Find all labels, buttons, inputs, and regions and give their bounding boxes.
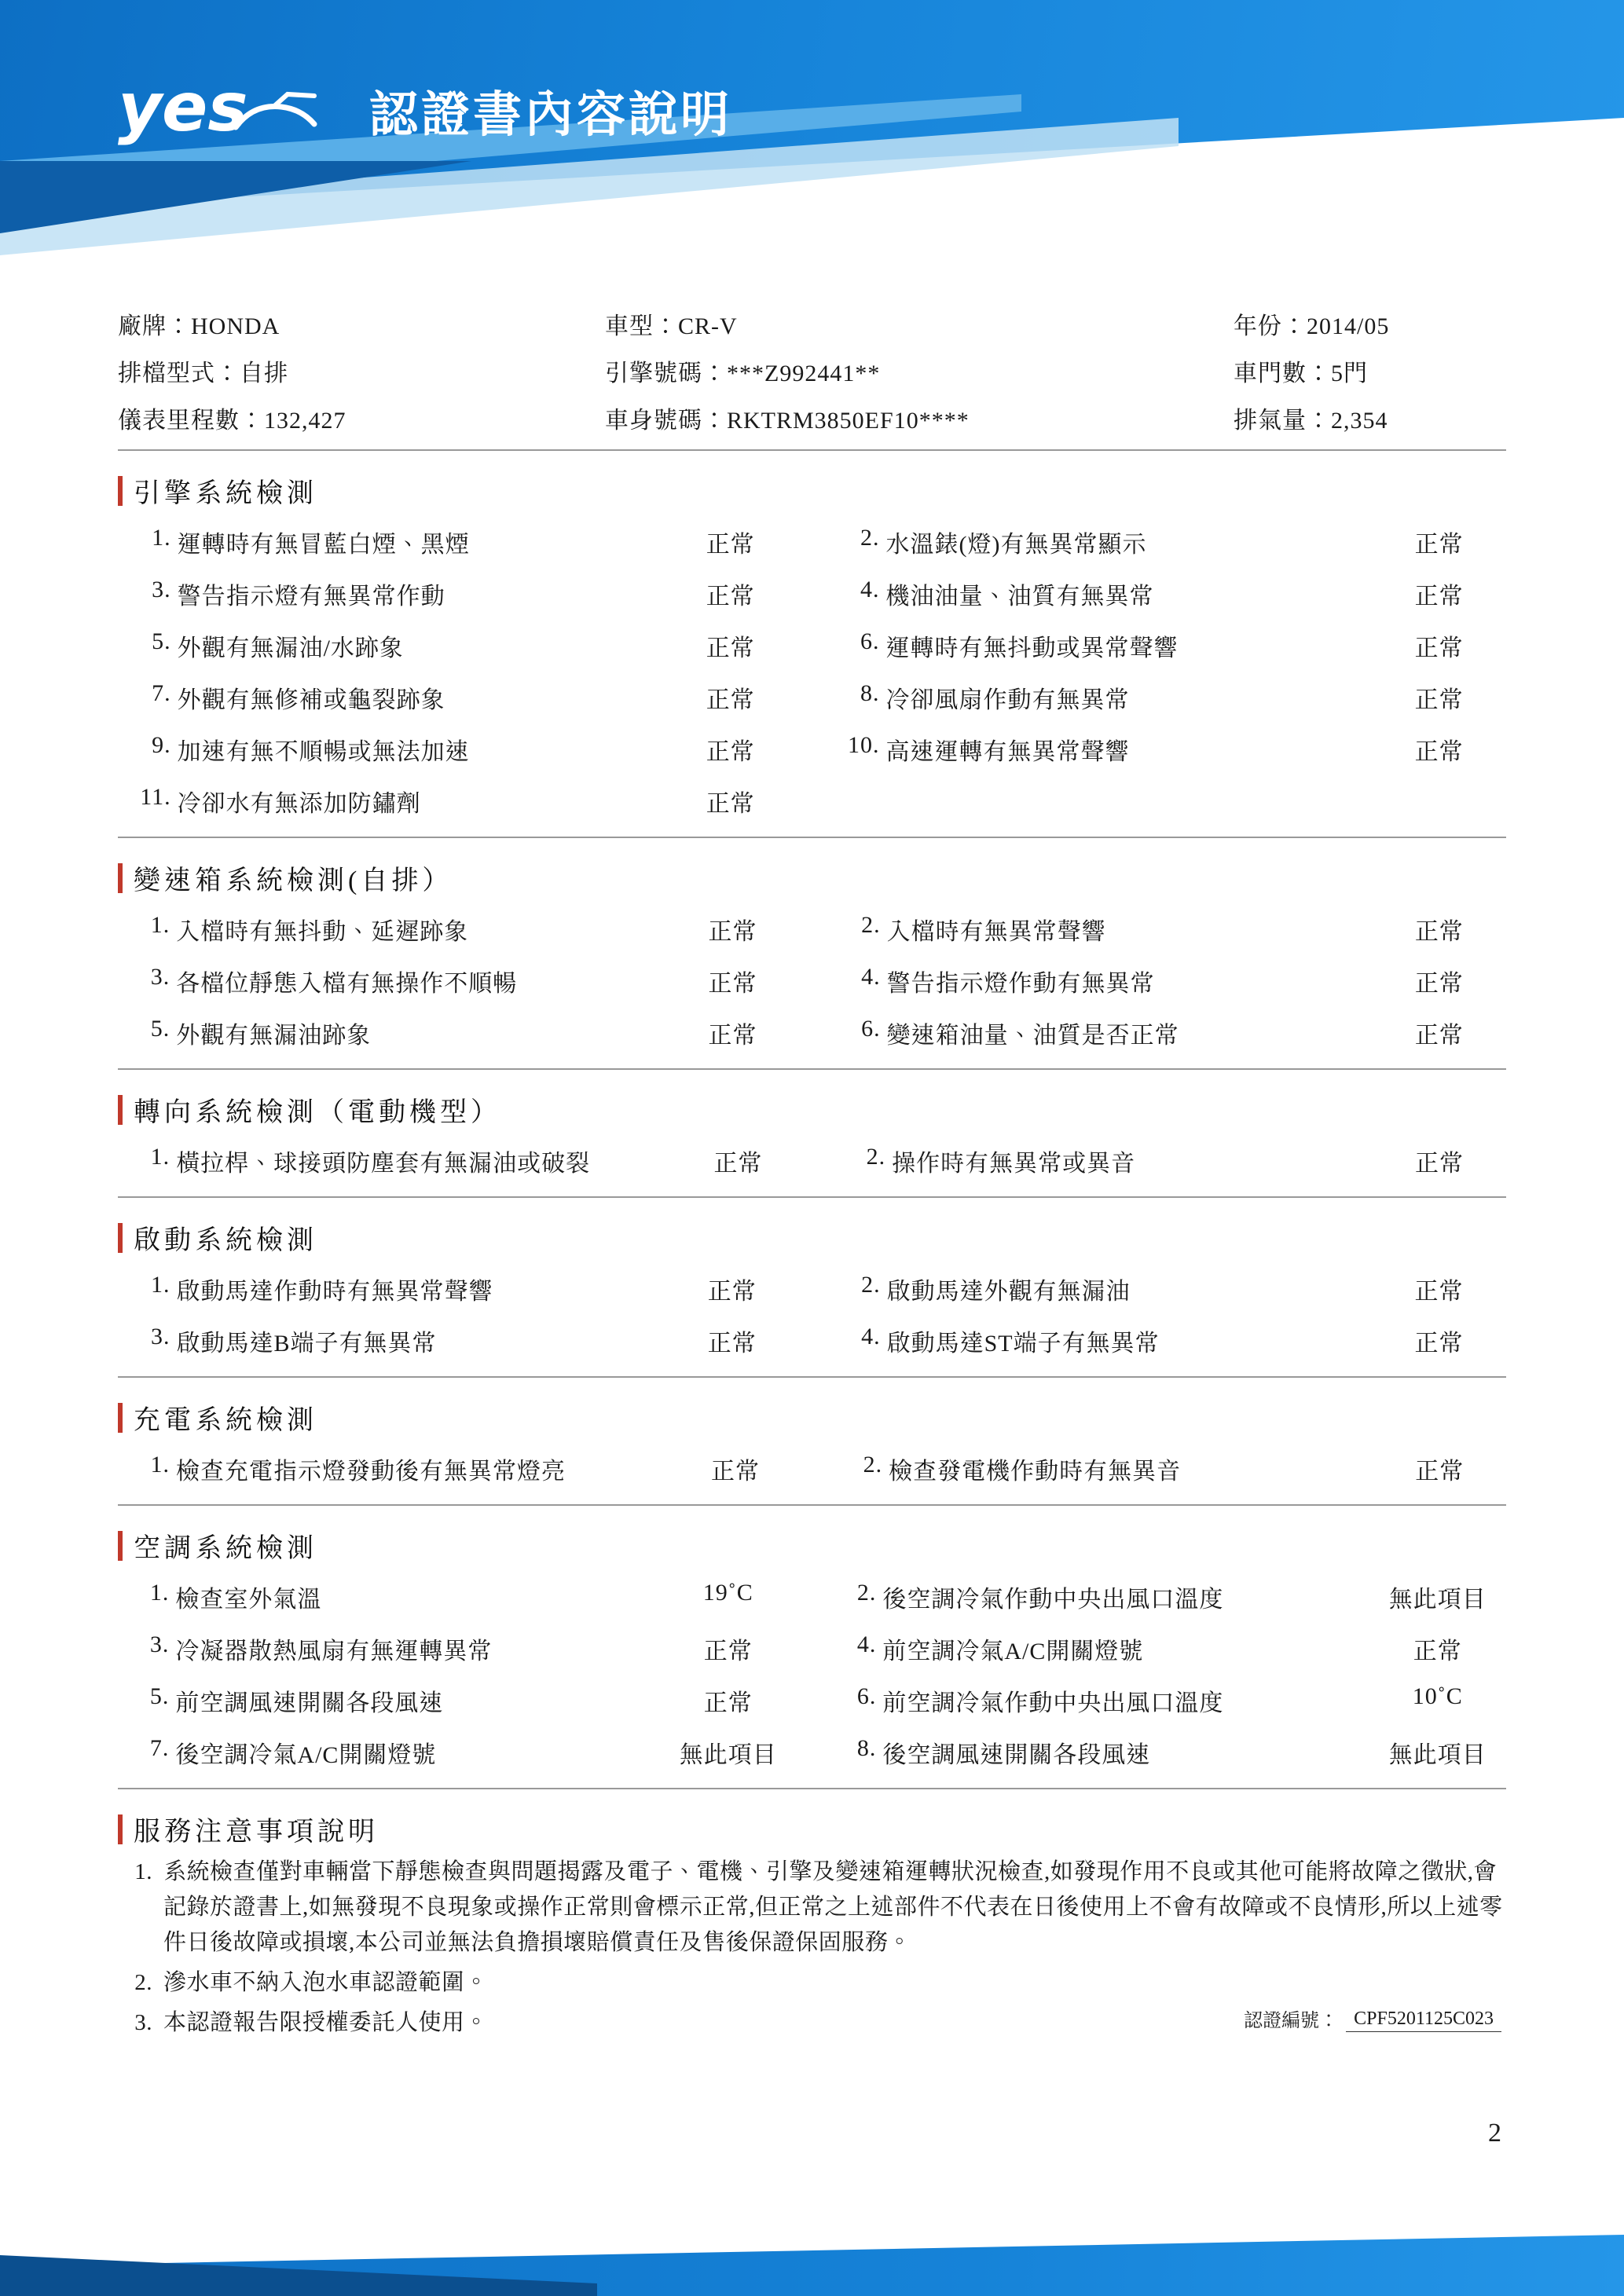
spacer xyxy=(805,1135,834,1187)
section-title-text: 變速箱系統檢測(自排） xyxy=(134,866,453,895)
item-number: 2. xyxy=(861,1272,881,1298)
page-header xyxy=(0,0,1624,283)
item-value: 正常 xyxy=(1414,532,1464,558)
spacer xyxy=(797,1623,825,1675)
item-label: 變速箱油量、油質是否正常 xyxy=(886,1023,1179,1049)
item-number: 6. xyxy=(856,1683,877,1709)
spacer xyxy=(797,723,827,775)
list-item xyxy=(118,1855,1506,1961)
yes-logo xyxy=(118,69,354,156)
item-value: 正常 xyxy=(703,1690,753,1716)
item-value: 無此項目 xyxy=(1388,1587,1487,1613)
item-label: 後空調冷氣作動中央出風口溫度 xyxy=(882,1587,1224,1613)
item-label: 冷卻水有無添加防鏽劑 xyxy=(177,791,421,817)
item-value: 正常 xyxy=(1414,1151,1464,1177)
item-label: 後空調風速開關各段風速 xyxy=(882,1742,1151,1768)
section-header-engine xyxy=(118,471,1506,510)
item-number: 2. xyxy=(856,1580,877,1606)
item-number: 3. xyxy=(150,1324,170,1349)
section-header-notes xyxy=(118,1810,1506,1848)
spacer xyxy=(802,1443,830,1495)
table-row xyxy=(118,1623,1506,1675)
spacer xyxy=(799,1263,828,1315)
item-number: 2. xyxy=(860,525,880,551)
item-value: 正常 xyxy=(708,1023,757,1049)
item-value: 正常 xyxy=(1414,635,1464,661)
item-value: 正常 xyxy=(706,687,755,713)
spacer xyxy=(797,672,827,723)
item-number: 1. xyxy=(150,1272,170,1298)
item-label: 水溫錶(燈)有無異常顯示 xyxy=(885,532,1147,558)
section-title-text: 充電系統檢測 xyxy=(134,1406,317,1435)
note-text: 本認證報告限授權委託人使用。 xyxy=(163,2009,489,2035)
section-title-text: 空調系統檢測 xyxy=(134,1534,317,1563)
vehicle-info-year: 年份：2014/05 xyxy=(1234,313,1390,339)
item-value: 正常 xyxy=(1414,1023,1464,1049)
item-value: 正常 xyxy=(1415,1459,1465,1485)
item-value: 19˚C xyxy=(702,1580,753,1606)
check-table-starter xyxy=(118,1263,1506,1367)
table-row xyxy=(118,516,1506,568)
vehicle-info-vin: 車身號碼：RKTRM3850EF10**** xyxy=(605,408,970,434)
item-label: 啟動馬達B端子有無異常 xyxy=(176,1331,437,1357)
item-number: 5. xyxy=(149,1683,170,1709)
section-accent-bar xyxy=(118,1095,123,1125)
section-divider xyxy=(118,1788,1506,1789)
spacer xyxy=(797,1727,825,1778)
item-value: 正常 xyxy=(706,532,755,558)
vehicle-info-brand: 廠牌：HONDA xyxy=(118,313,280,339)
section-divider xyxy=(118,837,1506,838)
table-row xyxy=(118,1315,1506,1367)
table-row xyxy=(118,1675,1506,1727)
item-label: 後空調冷氣A/C開關燈號 xyxy=(175,1742,437,1768)
item-value: 正常 xyxy=(1413,1639,1462,1664)
item-value xyxy=(1372,775,1506,827)
item-value: 正常 xyxy=(706,635,755,661)
table-row xyxy=(118,775,1506,827)
vehicle-info-block xyxy=(118,283,1506,451)
item-number: 1. xyxy=(150,912,170,938)
item-number: 8. xyxy=(860,680,880,706)
item-value: 正常 xyxy=(706,739,755,765)
table-row xyxy=(118,1443,1506,1495)
item-label: 前空調冷氣作動中央出風口溫度 xyxy=(882,1690,1224,1716)
note-text: 系統檢查僅對車輛當下靜態檢查與問題揭露及電子、電機、引擎及變速箱運轉狀況檢查,如發現作用不良或其他可能將故障之徵狀,會記錄於證書上,如無發現不良現象或操作正常則會標示正常,但正常之上述部件不代表在日後使用上不會有故障或不良情形,所以上述零件日後故障或損壞,本公司並無法負擔損壞賠償責任及售後保證保固服務。 xyxy=(163,1859,1503,1955)
spacer xyxy=(800,1007,829,1059)
item-number xyxy=(827,775,886,827)
table-row xyxy=(118,723,1506,775)
item-label: 冷凝器散熱風扇有無運轉異常 xyxy=(175,1639,493,1664)
vehicle-info-transmission: 排檔型式：自排 xyxy=(118,361,288,386)
section-header-steering xyxy=(118,1090,1506,1129)
section-header-hvac xyxy=(118,1526,1506,1565)
item-number: 10. xyxy=(848,732,880,758)
vehicle-info-displacement: 排氣量：2,354 xyxy=(1234,408,1388,434)
spacer xyxy=(799,1315,828,1367)
item-number: 9. xyxy=(152,732,171,758)
section-divider xyxy=(118,1504,1506,1506)
table-row xyxy=(118,1727,1506,1778)
item-label: 各檔位靜態入檔有無操作不順暢 xyxy=(176,971,518,997)
item-label: 外觀有無漏油/水跡象 xyxy=(177,635,404,661)
section-accent-bar xyxy=(118,1531,123,1561)
note-text: 滲水車不納入泡水車認證範圍。 xyxy=(163,1969,489,1995)
spacer xyxy=(797,1675,825,1727)
page-title: 認證書內容說明 xyxy=(369,86,733,143)
table-row xyxy=(118,620,1506,672)
section-title-text: 服務注意事項說明 xyxy=(134,1818,379,1847)
section-divider xyxy=(118,1196,1506,1198)
item-number: 4. xyxy=(861,964,881,990)
item-number: 5. xyxy=(150,1016,170,1042)
section-accent-bar xyxy=(118,1223,123,1253)
item-value: 正常 xyxy=(706,791,755,817)
item-value: 正常 xyxy=(1414,919,1464,945)
note-number: 2. xyxy=(134,1969,152,1995)
section-header-charging xyxy=(118,1398,1506,1437)
check-table-transmission xyxy=(118,903,1506,1059)
item-number: 3. xyxy=(152,577,171,602)
table-row xyxy=(118,1135,1506,1187)
item-number: 1. xyxy=(152,525,171,551)
item-number: 2. xyxy=(863,1452,883,1478)
table-row xyxy=(118,672,1506,723)
section-accent-bar xyxy=(118,1403,123,1433)
item-label: 外觀有無漏油跡象 xyxy=(176,1023,372,1049)
item-value: 正常 xyxy=(1414,971,1464,997)
svg-text:yes: yes xyxy=(118,69,248,147)
item-label: 外觀有無修補或龜裂跡象 xyxy=(177,687,445,713)
item-value: 10˚C xyxy=(1412,1683,1463,1709)
table-row xyxy=(118,1571,1506,1623)
spacer xyxy=(800,903,829,955)
item-value: 正常 xyxy=(1414,1331,1464,1357)
item-label: 運轉時有無冒藍白煙、黑煙 xyxy=(177,532,470,558)
item-label: 高速運轉有無異常聲響 xyxy=(885,739,1130,765)
item-value: 無此項目 xyxy=(1388,1742,1487,1768)
item-number: 2. xyxy=(861,912,881,938)
item-label: 入檔時有無異常聲響 xyxy=(886,919,1106,945)
item-label: 啟動馬達ST端子有無異常 xyxy=(886,1331,1160,1357)
section-title-text: 轉向系統檢測（電動機型） xyxy=(134,1098,501,1127)
section-title-text: 啟動系統檢測 xyxy=(134,1226,317,1255)
item-label: 警告指示燈有無異常作動 xyxy=(177,584,445,610)
item-label: 加速有無不順暢或無法加速 xyxy=(177,739,470,765)
item-number: 7. xyxy=(149,1735,170,1761)
item-value: 正常 xyxy=(706,584,755,610)
item-label: 操作時有無異常或異音 xyxy=(892,1151,1136,1177)
item-number: 6. xyxy=(861,1016,881,1042)
document-body xyxy=(0,283,1624,2148)
item-label: 運轉時有無抖動或異常聲響 xyxy=(885,635,1179,661)
check-table-steering xyxy=(118,1135,1506,1187)
item-value: 正常 xyxy=(1414,739,1464,765)
item-label: 啟動馬達外觀有無漏油 xyxy=(886,1279,1131,1305)
vehicle-info-mileage: 儀表里程數：132,427 xyxy=(118,408,346,434)
item-value: 正常 xyxy=(1414,687,1464,713)
table-row xyxy=(118,903,1506,955)
item-label: 檢查室外氣溫 xyxy=(175,1587,322,1613)
note-number: 3. xyxy=(134,2009,152,2035)
item-value: 正常 xyxy=(708,919,757,945)
item-value: 正常 xyxy=(708,971,757,997)
item-value: 正常 xyxy=(707,1331,757,1357)
spacer xyxy=(800,955,829,1007)
item-label: 橫拉桿、球接頭防塵套有無漏油或破裂 xyxy=(176,1151,591,1177)
note-number: 1. xyxy=(134,1859,152,1884)
section-header-transmission xyxy=(118,859,1506,897)
certificate-value: CPF5201125C023 xyxy=(1346,2009,1501,2032)
table-row xyxy=(118,955,1506,1007)
item-number: 7. xyxy=(152,680,171,706)
item-number: 3. xyxy=(149,1631,170,1657)
item-number: 4. xyxy=(856,1631,877,1657)
item-number: 11. xyxy=(140,784,171,810)
item-value: 無此項目 xyxy=(679,1742,777,1768)
item-label: 前空調風速開關各段風速 xyxy=(175,1690,444,1716)
vehicle-info-door-count: 車門數：5門 xyxy=(1234,361,1368,386)
section-accent-bar xyxy=(118,476,123,506)
item-value: 正常 xyxy=(707,1279,757,1305)
item-number: 4. xyxy=(860,577,880,602)
page-footer xyxy=(0,2210,1624,2296)
item-value: 正常 xyxy=(703,1639,753,1664)
spacer xyxy=(797,775,827,827)
section-divider xyxy=(118,1376,1506,1378)
item-label: 冷卻風扇作動有無異常 xyxy=(885,687,1130,713)
table-row xyxy=(118,1007,1506,1059)
check-table-hvac xyxy=(118,1571,1506,1778)
vehicle-info-engine-number: 引擎號碼：***Z992441** xyxy=(605,361,881,386)
item-value: 正常 xyxy=(713,1151,763,1177)
section-accent-bar xyxy=(118,1814,123,1844)
page-number: 2 xyxy=(1488,2118,1501,2148)
list-item xyxy=(118,1965,1506,2001)
item-label: 檢查充電指示燈發動後有無異常燈亮 xyxy=(175,1459,566,1485)
spacer xyxy=(797,568,827,620)
item-number: 5. xyxy=(152,628,171,654)
table-row xyxy=(118,568,1506,620)
section-accent-bar xyxy=(118,863,123,893)
vehicle-info-model: 車型：CR-V xyxy=(605,313,738,339)
check-table-charging xyxy=(118,1443,1506,1495)
section-title-text: 引擎系統檢測 xyxy=(134,479,317,508)
item-number: 8. xyxy=(856,1735,877,1761)
item-label: 前空調冷氣A/C開關燈號 xyxy=(882,1639,1144,1664)
item-label: 入檔時有無抖動、延遲跡象 xyxy=(176,919,469,945)
item-value: 正常 xyxy=(1414,584,1464,610)
spacer xyxy=(797,516,827,568)
item-label: 機油油量、油質有無異常 xyxy=(885,584,1154,610)
item-number: 3. xyxy=(150,964,170,990)
item-number: 6. xyxy=(860,628,880,654)
certificate-label: 認證編號： xyxy=(1244,2010,1339,2031)
table-row xyxy=(118,1263,1506,1315)
item-number: 1. xyxy=(149,1580,170,1606)
item-label xyxy=(886,775,1373,827)
item-number: 1. xyxy=(150,1144,170,1170)
item-value: 正常 xyxy=(1414,1279,1464,1305)
item-number: 4. xyxy=(861,1324,881,1349)
item-label: 警告指示燈作動有無異常 xyxy=(886,971,1155,997)
spacer xyxy=(797,1571,825,1623)
section-header-starter xyxy=(118,1218,1506,1257)
item-label: 啟動馬達作動時有無異常聲響 xyxy=(176,1279,493,1305)
item-label: 檢查發電機作動時有無異音 xyxy=(889,1459,1182,1485)
check-table-engine xyxy=(118,516,1506,827)
item-value: 正常 xyxy=(710,1459,760,1485)
item-number: 1. xyxy=(150,1452,170,1478)
spacer xyxy=(797,620,827,672)
section-divider xyxy=(118,1068,1506,1070)
item-number: 2. xyxy=(866,1144,886,1170)
